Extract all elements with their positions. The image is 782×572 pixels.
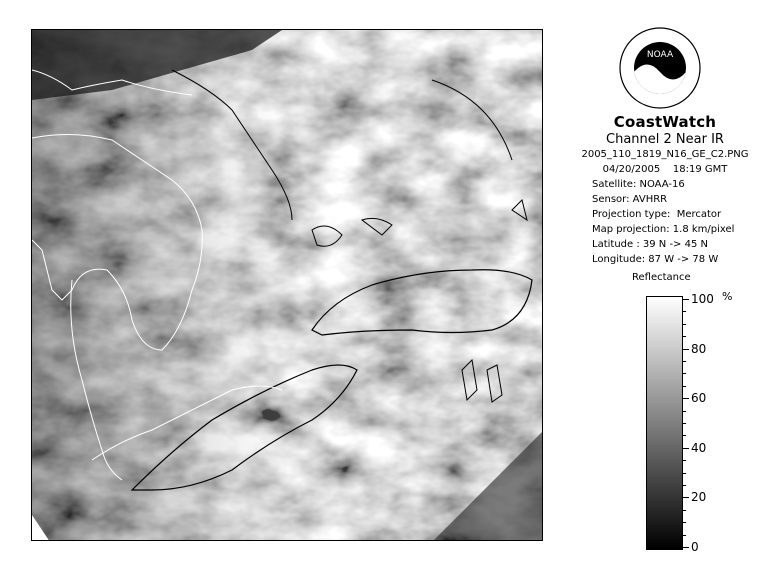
colorbar-tick bbox=[683, 299, 689, 300]
colorbar bbox=[646, 296, 683, 550]
legend-title: Reflectance bbox=[632, 272, 691, 283]
colorbar-tick-label: 0 bbox=[691, 540, 699, 554]
colorbar-minor-tick bbox=[683, 435, 686, 436]
colorbar-minor-tick bbox=[683, 423, 686, 424]
svg-text:NOAA: NOAA bbox=[646, 50, 674, 60]
brightness-overlay bbox=[32, 30, 543, 541]
colorbar-tick bbox=[683, 547, 689, 548]
colorbar-minor-tick bbox=[683, 311, 686, 312]
colorbar-minor-tick bbox=[683, 324, 686, 325]
noaa-logo-icon bbox=[619, 27, 701, 109]
colorbar-minor-tick bbox=[683, 460, 686, 461]
colorbar-tick bbox=[683, 398, 689, 399]
colorbar-minor-tick bbox=[683, 510, 686, 511]
satellite-image bbox=[31, 29, 543, 541]
colorbar-minor-tick bbox=[683, 535, 686, 536]
projection-info: Projection type: Mercator bbox=[592, 209, 722, 220]
legend-unit: % bbox=[722, 290, 733, 303]
date-time: 04/20/2005 18:19 GMT bbox=[602, 164, 728, 175]
colorbar-tick bbox=[683, 448, 689, 449]
satellite-info: Satellite: NOAA-16 bbox=[592, 179, 685, 190]
colorbar-minor-tick bbox=[683, 522, 686, 523]
colorbar-tick bbox=[683, 497, 689, 498]
colorbar-minor-tick bbox=[683, 336, 686, 337]
filename: 2005_110_1819_N16_GE_C2.PNG bbox=[581, 149, 749, 160]
colorbar-tick bbox=[683, 349, 689, 350]
map-projection-info: Map projection: 1.8 km/pixel bbox=[592, 224, 735, 235]
colorbar-tick-label: 40 bbox=[691, 440, 707, 455]
colorbar-tick-label: 60 bbox=[691, 391, 707, 406]
longitude-info: Longitude: 87 W -> 78 W bbox=[592, 254, 719, 265]
colorbar-minor-tick bbox=[683, 485, 686, 486]
colorbar-tick-label: 80 bbox=[691, 341, 707, 356]
colorbar-minor-tick bbox=[683, 411, 686, 412]
colorbar-minor-tick bbox=[683, 373, 686, 374]
sensor-info: Sensor: AVHRR bbox=[592, 194, 668, 205]
latitude-info: Latitude : 39 N -> 45 N bbox=[592, 239, 708, 250]
info-panel bbox=[560, 113, 770, 267]
colorbar-minor-tick bbox=[683, 361, 686, 362]
colorbar-tick-label: 100 bbox=[691, 292, 714, 306]
satellite-image-svg bbox=[32, 30, 543, 541]
colorbar-tick-label: 20 bbox=[691, 490, 707, 505]
colorbar-minor-tick bbox=[683, 386, 686, 387]
channel-label: Channel 2 Near IR bbox=[606, 132, 724, 147]
colorbar-minor-tick bbox=[683, 473, 686, 474]
product-title: CoastWatch bbox=[613, 113, 717, 131]
